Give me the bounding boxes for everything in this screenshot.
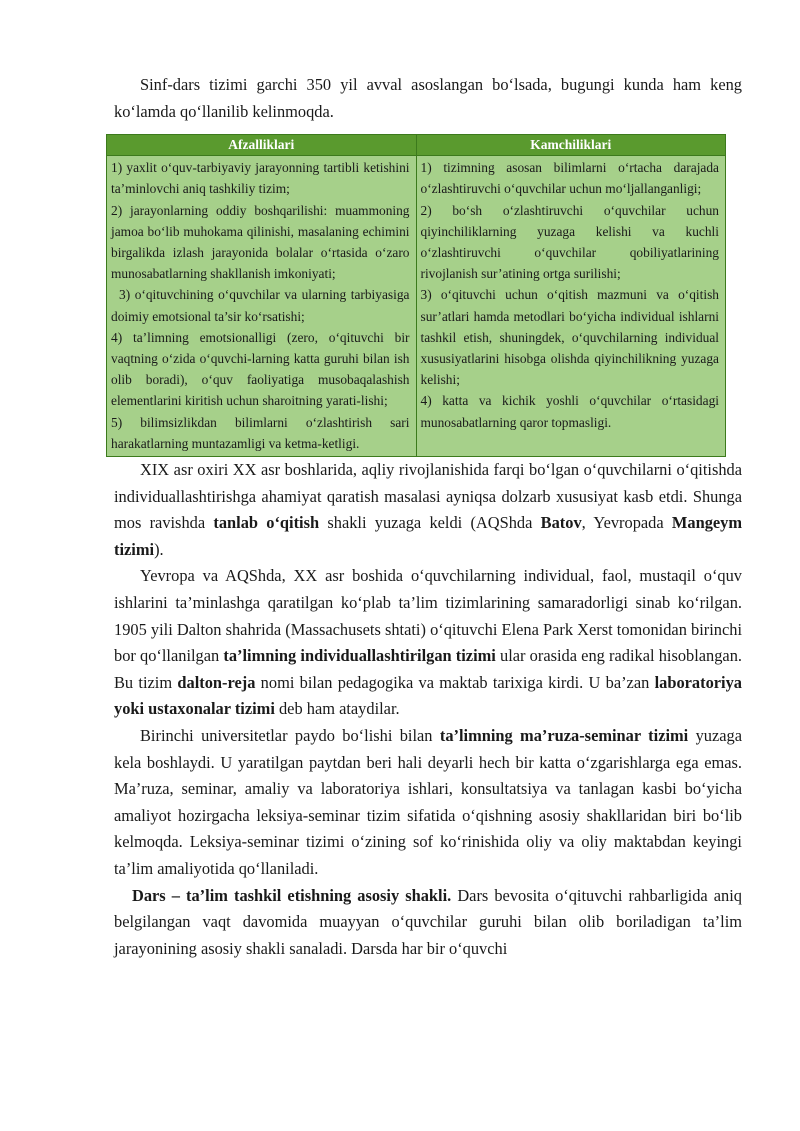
advantage-item: 3) o‘qituvchining o‘quvchilar va ularning tarbiyasiga doimiy emotsional ta’sir ko‘rsatishi; [111,287,410,324]
bold-term: Batov [540,513,582,533]
text-run: Dars bevosita o‘qituvchi rahbarligida aniq belgilangan vaqt davomida muayyan o‘quvchilar guruhi bilan olib boriladigan ta’lim jarayonining asosiy shakli sanaladi. Darsda har bir o‘quvchi [114,885,742,958]
text-run: shakli yuzaga keldi (AQShda [319,513,541,533]
document-page [111,72,743,962]
table-row [107,156,726,457]
paragraph-selective-teaching [114,457,742,563]
disadvantages-header: Kamchiliklari [416,135,726,156]
intro-paragraph: Sinf-dars tizimi garchi 350 yil avval asoslangan bo‘lsada, bugungi kunda ham keng ko‘lamda qo‘llanilib kelinmoqda. [114,75,742,121]
bold-term: Mangeym tizimi [114,513,743,559]
advantage-item: 2) jarayonlarning oddiy boshqarilishi: muammoning jamoa bo‘lib muhokama qilinishi, masalaning echimini birgalikda izlash jarayonida bolalar o‘rtasida o‘zaro munosabatlarning shakllanish imkoniyati; [111,202,410,282]
advantages-cell [107,156,417,457]
text-run: yuzaga kela boshlaydi. U yaratilgan paytdan beri hali deyarli hech bir katta o‘zgarishlarga ega emas. Ma’ruza, seminar, amaliy va laboratoriya ishlari, konsultatsiya va tanlagan kasbi bo‘yicha amaliyot hozirgacha leksiya-seminar tizim sifatida o‘qishning asosiy shakllaridan biri bo‘lib kelmoqda. Leksiya-seminar tizimi o‘zining sof ko‘rinishida oliy va oliy maktabdan keyingi ta’lim amaliyotida qo‘llaniladi. [114,725,742,878]
text-run: ular orasida eng radikal hisoblangan. Bu tizim [114,646,743,692]
advantage-item: 4) ta’limning emotsionalligi (zero, o‘qituvchi bir vaqtning o‘zida o‘quvchi-larning katta guruhi bilan ish olib boradi), o‘quv faoliyatiga musobaqalashish elementlarini kiritish uchun sharoitning yarati-lishi; [111,329,410,409]
disadvantages-cell [416,156,726,457]
disadvantage-item: 4) katta va kichik yoshli o‘quvchilar o‘rtasidagi munosabatlarning qaror topmasligi. [420,393,719,430]
paragraph-lesson-form [114,883,742,963]
advantage-item: 5) bilimsizlikdan bilimlarni o‘zlashtirish sari harakatlarning muntazamligi va ketma-ketligi. [111,414,410,451]
table-header-row [107,135,726,156]
bold-term: ta’limning ma’ruza-seminar tizimi [439,725,689,745]
text-run: Birinchi universitetlar paydo bo‘lishi bilan [140,725,440,745]
text-run: , Yevropada [581,513,672,533]
bold-term: ta’limning individuallashtirilgan tizimi [223,646,496,666]
text-run: ). [154,539,164,559]
text-run: nomi bilan pedagogika va maktab tarixiga kirdi. U ba’zan [255,672,655,692]
bold-term: dalton-reja [177,672,256,692]
comparison-table [106,134,726,457]
disadvantage-item: 3) o‘qituvchi uchun o‘qitish mazmuni va o‘qitish sur’atlari hamda metodlari bo‘yicha individual ishlarni tashkil etish, shuningdek, o‘quvchilarning individual xususiyatlarini hisobga olishda qiyinchilikning yuzaga kelishi; [420,287,719,388]
text-run: deb ham ataydilar. [274,699,400,719]
bold-term: Dars – ta’lim tashkil etishning asosiy shakli. [132,885,452,905]
advantage-item: 1) yaxlit o‘quv-tarbiyaviy jarayonning tartibli ketishini ta’minlovchi aniq tashkiliy tizim; [111,160,410,197]
disadvantage-item: 2) bo‘sh o‘zlashtiruvchi o‘quvchilar uchun qiyinchiliklarning yuzaga kelishi va kuchli o‘zlashtiruvchi o‘quvchilar qobiliyatlarining rivojlanish sur’atining ortga surilishi; [420,202,719,282]
bold-term: tanlab o‘qitish [213,513,320,533]
advantages-header: Afzalliklari [107,135,417,156]
paragraph-lecture-seminar [114,723,742,883]
bold-term: laboratoriya yoki ustaxonalar tizimi [114,672,742,719]
disadvantage-item: 1) tizimning asosan bilimlarni o‘rtacha darajada o‘zlashtiruvchi o‘quvchilar uchun mo‘ljallanganligi; [420,160,719,197]
text-run: Yevropa va AQShda, XX asr boshida o‘quvchilarning individual, faol, mustaqil o‘quv ishlarini ta’minlashga qaratilgan ko‘plab ta’lim tizimlarining samaradorligi sinab ko‘rilgan. 1905 yili Dalton shahrida (Massachusets shtati) o‘qituvchi Elena Park Xerst tomonidan birinchi bor qo‘llanilgan [114,566,742,666]
paragraph-dalton-plan [114,563,742,723]
text-run: XIX asr oxiri XX asr boshlarida, aqliy rivojlanishida farqi bo‘lgan o‘quvchilarni o‘qitishda individuallashtirishga ahamiyat qaratish masalasi ayniqsa dolzarb xususiyat kasb etdi. Shunga mos ravishda [114,460,742,533]
